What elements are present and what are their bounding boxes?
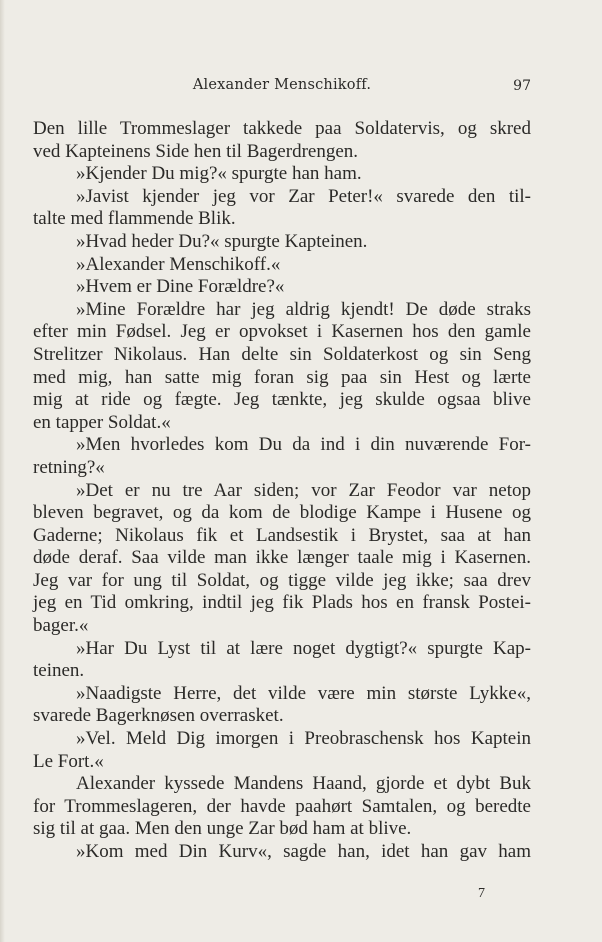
- page-header: [33, 77, 531, 97]
- text-line: »Mine Forældre har jeg aldrig kjendt! De døde straks: [76, 298, 531, 320]
- text-line: mig at ride og fægte. Jeg tænkte, jeg skulde ogsaa blive: [33, 389, 531, 411]
- text-line: en tapper Soldat.«: [33, 411, 171, 433]
- text-line: bleven begravet, og da kom de blodige Kampe i Husene og: [33, 502, 531, 524]
- text-line: Den lille Trommeslager takkede paa Soldatervis, og skred: [33, 118, 531, 139]
- text-line: ved Kapteinens Side hen til Bagerdrengen.: [33, 140, 359, 162]
- text-line: »Hvem er Dine Forældre?«: [76, 276, 285, 298]
- text-line: Jeg var for ung til Soldat, og tigge vilde jeg ikke; saa drev: [33, 569, 531, 591]
- text-line: for Trommeslageren, der havde paahørt Samtalen, og beredte: [33, 795, 531, 817]
- text-line: jeg en Tid omkring, indtil jeg fik Plads hos en fransk Postei-: [33, 592, 531, 614]
- text-line: bager.«: [33, 615, 89, 637]
- text-line: med mig, han satte mig foran sig paa sin Hest og lærte: [33, 366, 531, 388]
- text-line: retning?«: [33, 456, 105, 478]
- text-line: svarede Bagerknøsen overrasket.: [33, 705, 284, 727]
- text-line: efter min Fødsel. Jeg er opvokset i Kasernen hos den gamle: [33, 321, 531, 343]
- page-number: 97: [513, 78, 531, 94]
- text-line: døde deraf. Saa vilde man ikke længer taale mig i Kasernen.: [33, 547, 531, 569]
- text-line: »Naadigste Herre, det vilde være min største Lykke«,: [76, 682, 531, 704]
- text-line: Gaderne; Nikolaus fik et Landsestik i Brystet, saa at han: [33, 524, 531, 546]
- text-line: Le Fort.«: [33, 750, 104, 772]
- text-line: »Det er nu tre Aar siden; vor Zar Feodor var netop: [76, 479, 531, 501]
- body-text: [33, 118, 531, 864]
- text-line: teinen.: [33, 660, 85, 682]
- signature-mark: 7: [478, 886, 485, 901]
- text-line: Strelitzer Nikolaus. Han delte sin Soldaterkost og sin Seng: [33, 343, 531, 365]
- text-line: »Vel. Meld Dig imorgen i Preobraschensk hos Kaptein: [76, 728, 531, 750]
- text-line: »Alexander Menschikoff.«: [76, 253, 281, 275]
- text-line: sig til at gaa. Men den unge Zar bød ham at blive.: [33, 818, 412, 840]
- text-line: »Kjender Du mig?« spurgte han ham.: [76, 163, 362, 185]
- page-edge-shadow: [0, 0, 5, 942]
- text-line: »Hvad heder Du?« spurgte Kapteinen.: [76, 230, 368, 252]
- text-line: talte med flammende Blik.: [33, 208, 236, 230]
- text-line: »Kom med Din Kurv«, sagde han, idet han gav ham: [76, 841, 531, 862]
- running-title: Alexander Menschikoff.: [192, 77, 372, 93]
- text-line: Alexander kyssede Mandens Haand, gjorde et dybt Buk: [76, 773, 531, 795]
- text-line: »Javist kjender jeg vor Zar Peter!« svarede den til-: [76, 185, 531, 207]
- text-line: »Men hvorledes kom Du da ind i din nuværende For-: [76, 434, 531, 456]
- text-line: »Har Du Lyst til at lære noget dygtigt?« spurgte Kap-: [76, 637, 531, 659]
